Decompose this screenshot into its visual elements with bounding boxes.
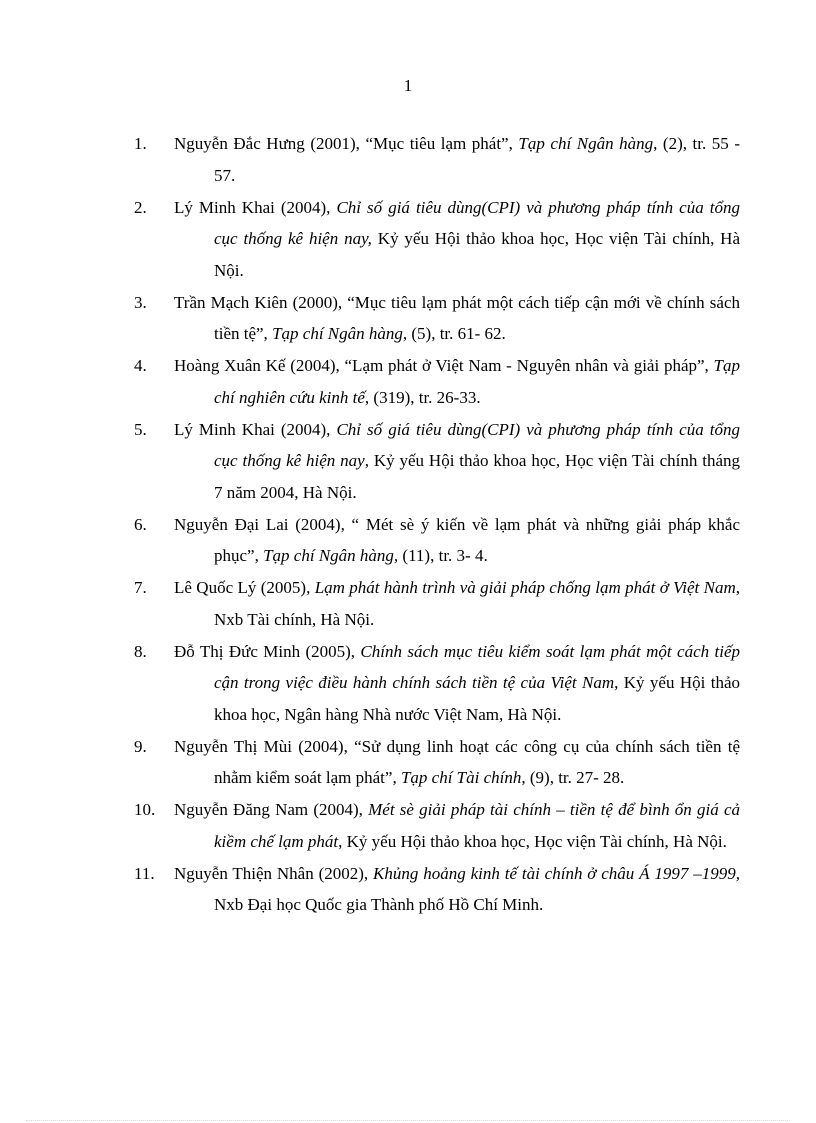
reference-text-segment: Kỷ yếu Hội thảo khoa học, Học viện Tài chính, Hà Nội.: [214, 229, 740, 280]
reference-text: [174, 509, 740, 572]
reference-text-segment: Đỗ Thị Đức Minh (2005),: [174, 641, 361, 661]
reference-number: 7.: [134, 578, 147, 597]
reference-title-italic: Lạm phát hành trình và giải pháp chống lạm phát ở Việt Nam: [314, 578, 736, 597]
reference-number: 5.: [134, 419, 147, 439]
reference-item: [134, 794, 740, 857]
reference-text-segment: Lê Quốc Lý (2005),: [174, 578, 315, 597]
reference-text: [174, 636, 740, 731]
reference-title-italic: Tạp chí Ngân hàng,: [263, 546, 399, 565]
reference-number: 1.: [134, 134, 147, 153]
reference-text-segment: Nguyễn Đắc Hưng (2001), “Mục tiêu lạm phát”,: [174, 134, 519, 153]
reference-text-segment: Lý Minh Khai (2004),: [174, 419, 337, 439]
reference-title-italic: Chỉ số giá tiêu dùng(CPI) và phương pháp tính của tổng cục thống kê hiện nay: [214, 419, 740, 470]
reference-title-italic: Tạp chí Ngân hàng: [272, 324, 403, 343]
reference-text: [174, 350, 740, 413]
reference-title-italic: Chính sách mục tiêu kiểm soát lạm phát một cách tiếp cận trong việc điều hành chính sách tiền tệ của Việt Nam: [214, 641, 740, 692]
reference-number: 6.: [134, 514, 147, 534]
reference-item: [134, 350, 740, 413]
reference-text-segment: Nxb Đại học Quốc gia Thành phố Hồ Chí Minh.: [214, 895, 544, 914]
reference-text-segment: , Kỷ yếu Hội thảo khoa học, Học viện Tài chính, Hà Nội.: [338, 831, 727, 851]
reference-item: [134, 636, 740, 731]
reference-text-segment: , Kỷ yếu Hội thảo khoa học, Học viện Tài chính tháng 7 năm 2004, Hà Nội.: [214, 451, 740, 502]
reference-text: [174, 572, 740, 635]
reference-text-segment: Nguyễn Thị Mùi (2004), “Sử dụng linh hoạt các công cụ của chính sách tiền tệ nhằm kiểm soát lạm phát”,: [174, 736, 740, 787]
reference-number: 11.: [134, 863, 155, 883]
page-number: 1: [403, 76, 413, 95]
reference-title-italic: Khủng hoảng kinh tế tài chính ở châu Á 1997 –1999,: [373, 863, 741, 883]
reference-title-italic: Tạp chí Ngân hàng: [518, 134, 654, 153]
reference-title-italic: Mét sè giải pháp tài chính – tiền tệ để bình ổn giá cả kiềm chế lạm phát: [214, 800, 740, 851]
reference-text: [174, 731, 740, 794]
reference-number: 3.: [134, 292, 147, 312]
reference-number: 2.: [134, 197, 147, 217]
reference-title-italic: Tạp chí Tài chính: [400, 768, 522, 787]
reference-text-segment: Nguyễn Thiện Nhân (2002),: [174, 863, 374, 883]
reference-title-italic: Tạp chí nghiên cứu kinh tế: [214, 356, 740, 407]
reference-title-italic: Chỉ số giá tiêu dùng(CPI) và phương pháp tính của tổng cục thống kê hiện nay,: [214, 197, 740, 248]
reference-text-segment: (11), tr. 3- 4.: [398, 546, 488, 565]
reference-item: [134, 192, 740, 287]
reference-item: [134, 858, 740, 921]
reference-text-segment: Hoàng Xuân Kế (2004), “Lạm phát ở Việt Nam - Nguyên nhân và giải pháp”,: [174, 356, 714, 375]
reference-text: [174, 794, 740, 857]
page-bottom-divider: [26, 1120, 790, 1121]
reference-text: [174, 414, 740, 509]
reference-item: [134, 287, 740, 350]
reference-text-segment: Nguyễn Đăng Nam (2004),: [174, 800, 369, 819]
reference-item: [134, 414, 740, 509]
reference-number: 4.: [134, 356, 147, 375]
reference-text-segment: Nguyễn Đại Lai (2004), “ Mét sè ý kiến về lạm phát và những giải pháp khắc phục”,: [174, 514, 740, 565]
reference-item: [134, 572, 740, 635]
reference-item: [134, 509, 740, 572]
reference-item: [134, 731, 740, 794]
reference-text-segment: , (319), tr. 26-33.: [364, 387, 481, 407]
reference-text-segment: , (5), tr. 61- 62.: [402, 324, 506, 343]
reference-text: [174, 858, 741, 921]
reference-text-segment: , (9), tr. 27- 28.: [521, 768, 625, 787]
reference-text-segment: , Nxb Tài chính, Hà Nội.: [214, 578, 740, 629]
reference-text-segment: , Kỷ yếu Hội thảo khoa học, Ngân hàng Nhà nước Việt Nam, Hà Nội.: [214, 673, 740, 724]
reference-number: 8.: [134, 641, 147, 661]
reference-text: [174, 192, 740, 287]
reference-text: [174, 128, 741, 191]
reference-text-segment: Lý Minh Khai (2004),: [174, 197, 337, 217]
reference-number: 9.: [134, 736, 147, 756]
reference-text-segment: Trần Mạch Kiên (2000), “Mục tiêu lạm phát một cách tiếp cận mới về chính sách tiền tệ”,: [174, 292, 740, 343]
reference-list: [134, 128, 740, 921]
reference-text-segment: , (2), tr. 55 - 57.: [214, 134, 741, 185]
reference-item: [134, 128, 740, 191]
reference-text: [174, 287, 740, 350]
reference-number: 10.: [134, 800, 156, 819]
